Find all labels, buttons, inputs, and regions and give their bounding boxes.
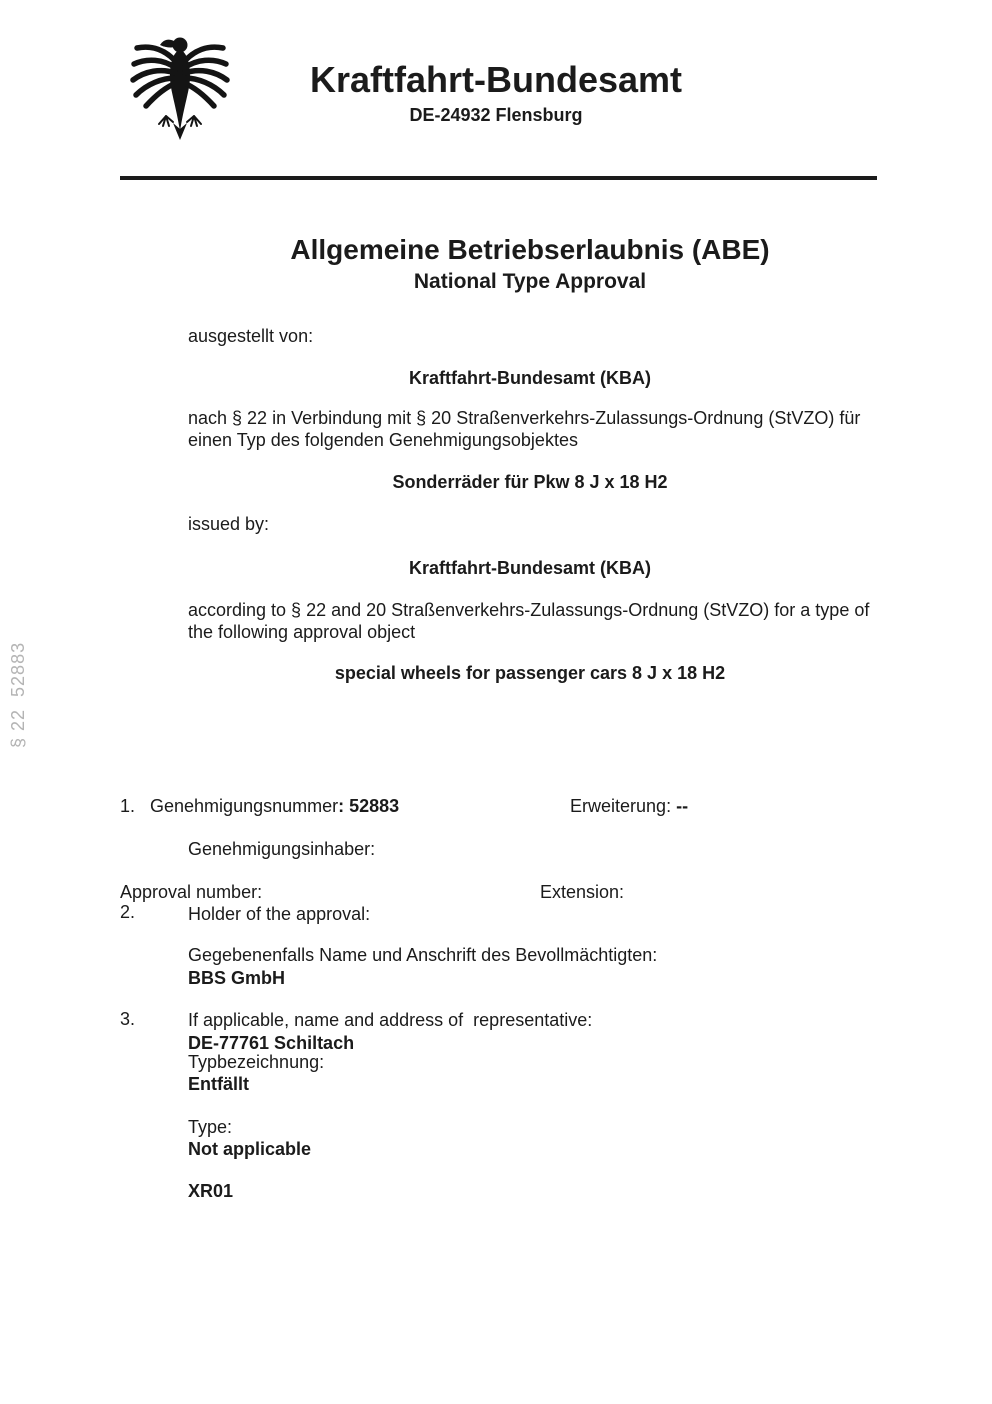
authority-name-de: Kraftfahrt-Bundesamt (KBA)	[409, 368, 651, 388]
approval-number-label-de: Genehmigungsnummer	[150, 795, 339, 816]
item-line: Type:	[188, 1116, 233, 1137]
approval-number-label-en: Approval number:	[120, 881, 263, 902]
approval-number-value: : 52883	[338, 795, 400, 816]
list-item-type	[120, 1009, 880, 1246]
approval-object-en: special wheels for passenger cars 8 J x 18 H2	[334, 663, 726, 683]
item-line: Entfällt	[188, 1074, 249, 1094]
item-line: DE-77761 Schiltach	[188, 1032, 355, 1053]
issued-by-label-en: issued by:	[188, 514, 270, 534]
item-line: Typbezeichnung:	[188, 1052, 325, 1072]
item-line: Gegebenenfalls Name und Anschrift des Bevollmächtigten:	[188, 945, 658, 965]
extension-value: --	[676, 795, 689, 816]
doc-title-de: Allgemeine Betriebserlaubnis (ABE)	[290, 234, 770, 265]
legal-basis-en: according to § 22 and 20 Straßenverkehrs-Zulassungs-Ordnung (StVZO) for a type of the following approval object	[188, 600, 870, 642]
extension-label-de: Erweiterung:	[570, 795, 677, 816]
org-address: DE-24932 Flensburg	[409, 105, 583, 125]
legal-basis-de: nach § 22 in Verbindung mit § 20 Straßenverkehrs-Zulassungs-Ordnung (StVZO) für einen Typ des folgenden Genehmigungsobjektes	[188, 408, 861, 450]
item-line: Not applicable	[188, 1138, 312, 1159]
item-number: 1.	[120, 796, 136, 816]
issued-by-label-de: ausgestellt von:	[188, 326, 314, 346]
approval-object-de: Sonderräder für Pkw 8 J x 18 H2	[392, 472, 668, 492]
item-number: 2.	[120, 902, 136, 922]
margin-reference-text: § 22 52883	[8, 641, 28, 748]
item-line: Genehmigungsinhaber:	[188, 839, 376, 859]
doc-title-en: National Type Approval	[413, 270, 647, 293]
extension-label-en: Extension:	[540, 881, 625, 902]
item-line: Holder of the approval:	[188, 903, 371, 924]
item-line: XR01	[188, 1181, 234, 1201]
item-line: If applicable, name and address of representative:	[188, 1009, 593, 1030]
item-line: BBS GmbH	[188, 968, 286, 988]
item-number: 3.	[120, 1009, 136, 1029]
header-divider	[120, 176, 877, 180]
org-name: Kraftfahrt-Bundesamt	[309, 59, 683, 100]
authority-name-en: Kraftfahrt-Bundesamt (KBA)	[409, 558, 651, 578]
